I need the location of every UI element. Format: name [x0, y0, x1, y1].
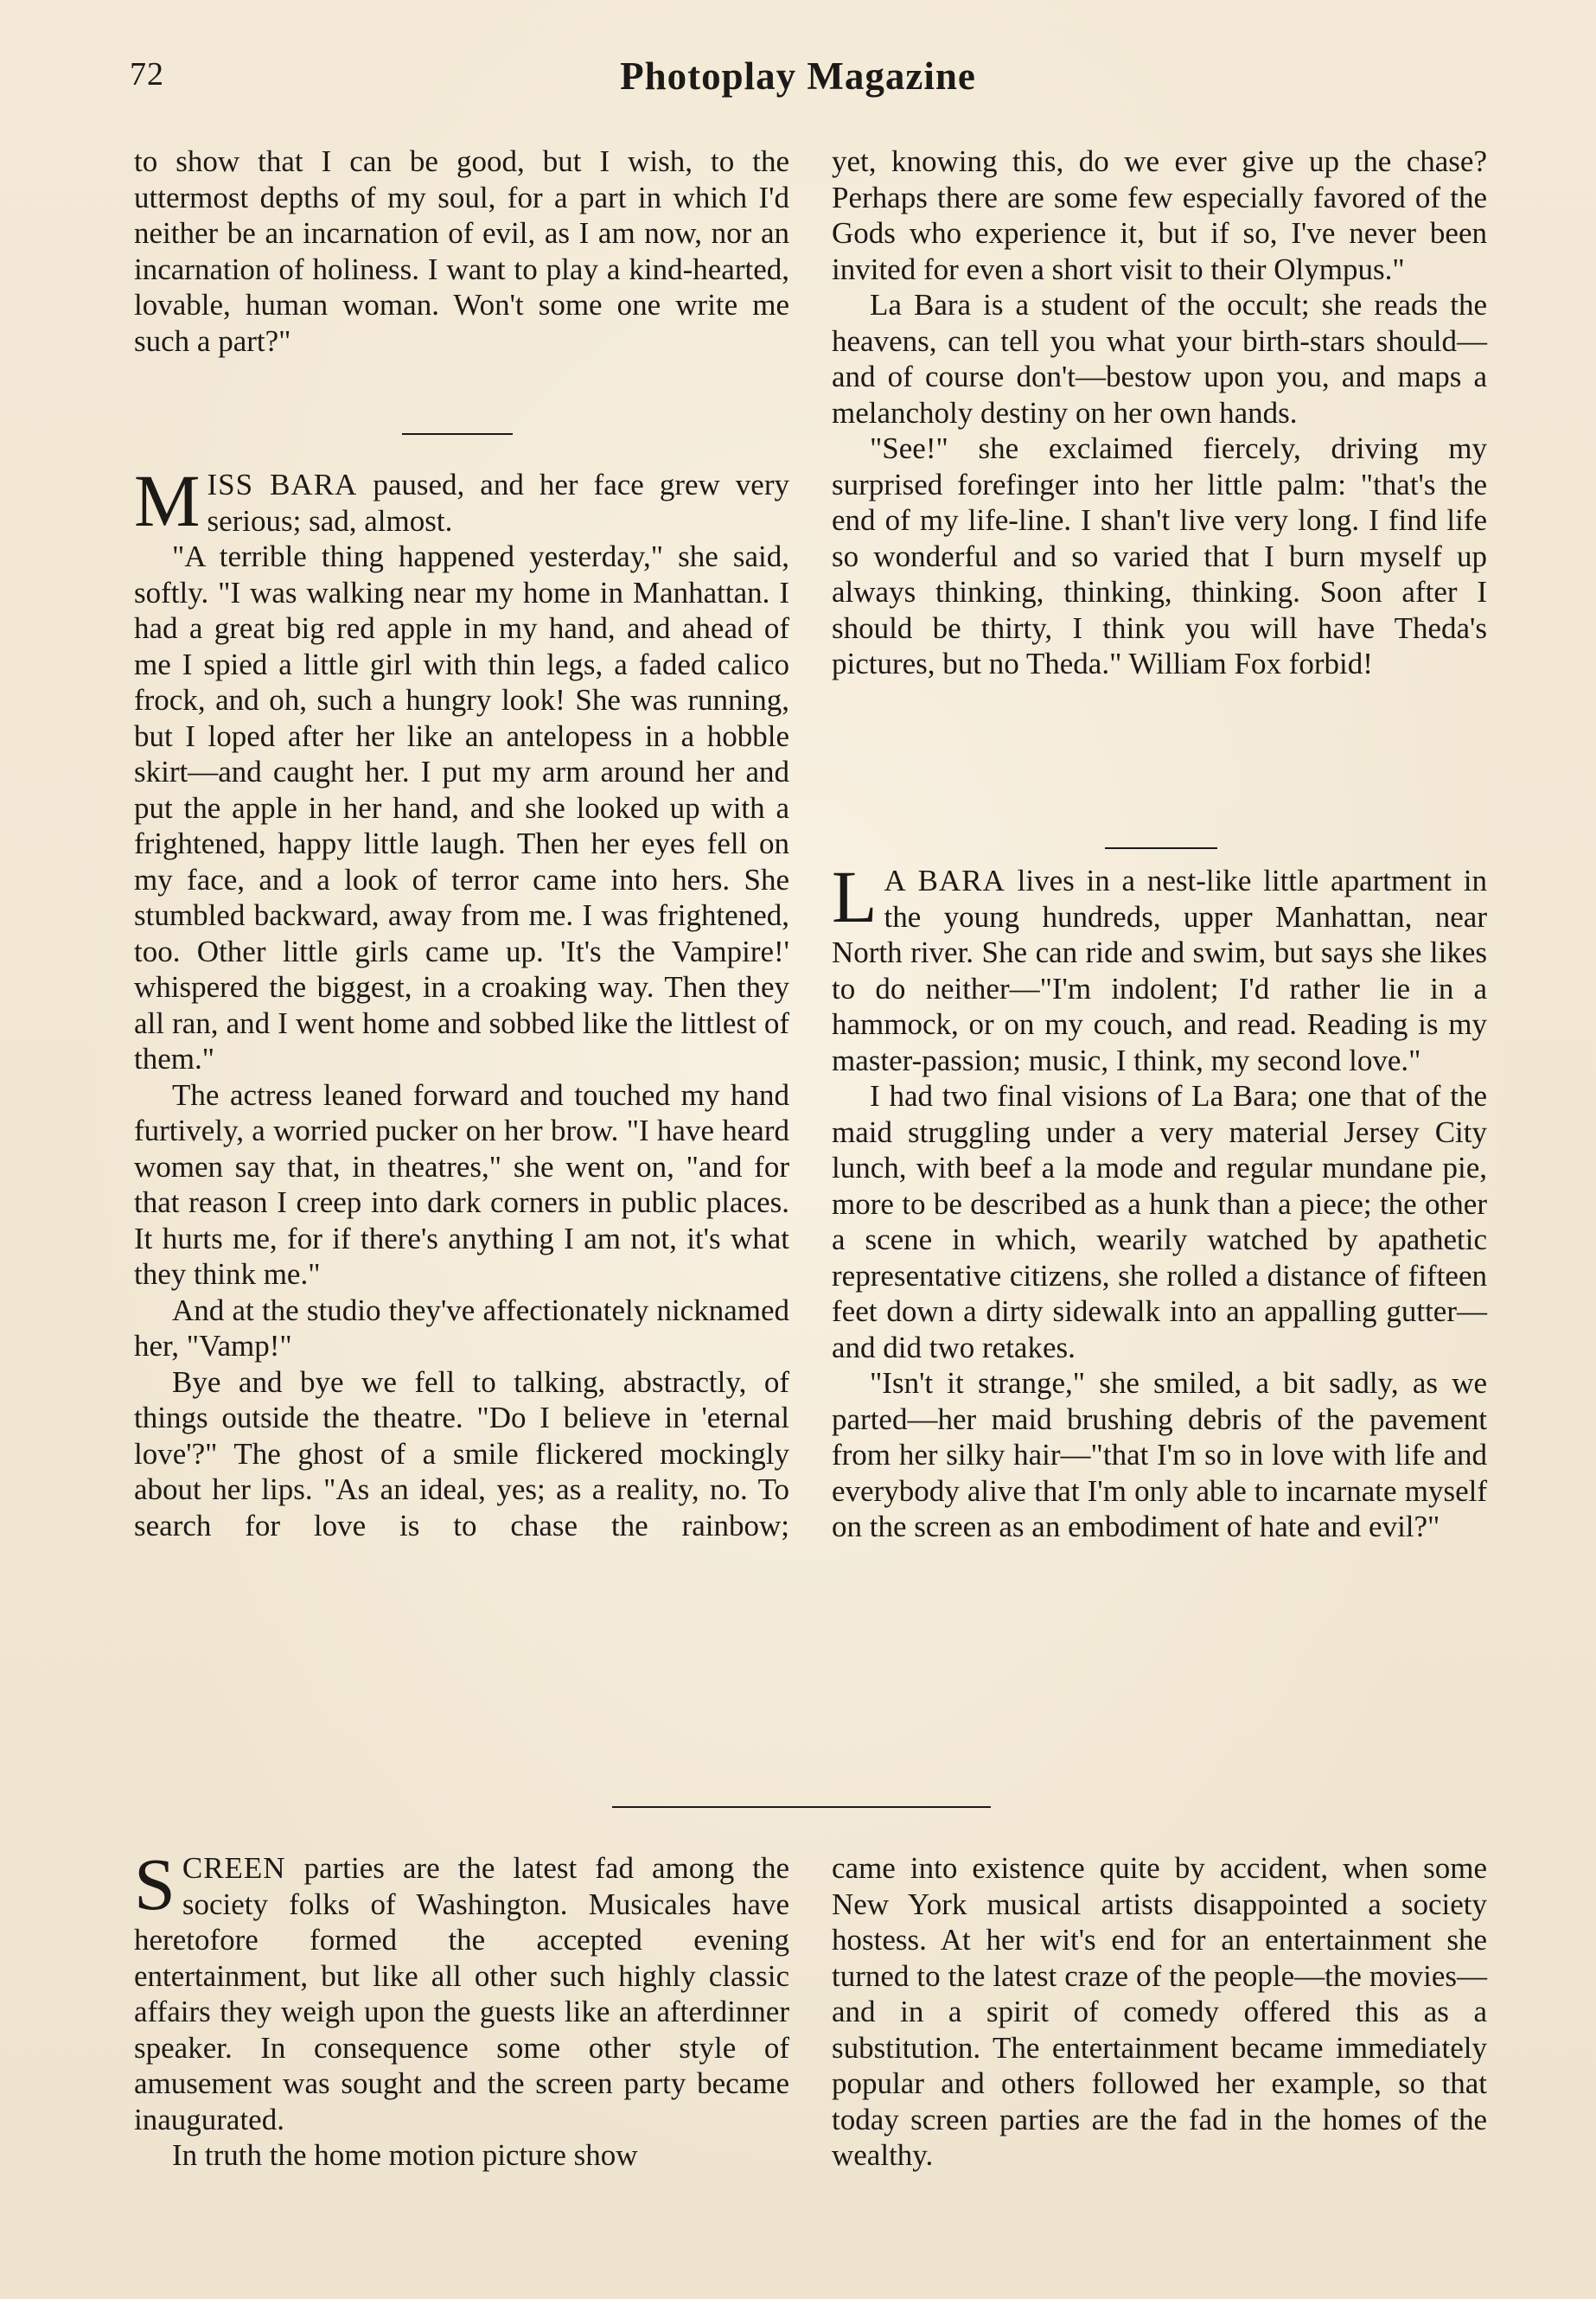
small-caps-lead: A BARA — [884, 864, 1005, 897]
section-divider-right — [1105, 847, 1217, 849]
right-column-body — [832, 855, 1487, 1545]
screen-parties-left-column — [134, 1842, 789, 2174]
paragraph: yet, knowing this, do we ever give up the chase? Perhaps there are some few especially favored of the Gods who experience it, but if so, I've never been invited for even a short visit to their Olympus." — [832, 144, 1487, 286]
paragraph: "Isn't it strange," she smiled, a bit sadly, as we parted—her maid brushing debris of the pavement from her silky hair—"that I'm so in love with life and everybody alive that I'm only able to incarnate myself on the screen as an embodiment of hate and evil?" — [832, 1366, 1487, 1543]
right-column-top — [832, 144, 1487, 682]
paragraph: I had two final visions of La Bara; one that of the maid struggling under a very material Jersey City lunch, with beef a la mode and regular mundane pie, more to be described as a hunk than a piece; the other a scene in which, wearily watched by apathetic representative citizens, she rolled a distance of fifteen feet down a dirty sidewalk into an appalling gutter—and did two retakes. — [832, 1079, 1487, 1364]
dropcap-paragraph — [134, 459, 789, 542]
running-head-title: Photoplay Magazine — [620, 54, 976, 98]
dropcap-paragraph — [832, 855, 1487, 1078]
dropcap-paragraph — [134, 1842, 789, 2137]
paragraph: And at the studio they've affectionately nicknamed her, "Vamp!" — [134, 1293, 789, 1363]
left-column-body — [134, 459, 789, 1543]
page-number: 72 — [130, 56, 164, 93]
paragraph: The actress leaned forward and touched my hand furtively, a worried pucker on her brow. "I have heard women say that, in theatres," she went on, "and for that reason I creep into dark corners in public places. It hurts me, for if there's anything I am not, it's what they think me." — [134, 1077, 789, 1291]
small-caps-lead: ISS BARA — [207, 468, 358, 501]
screen-parties-right-column — [832, 1850, 1487, 2174]
left-column-top — [134, 144, 789, 359]
paragraph: "See!" she exclaimed fiercely, driving my surprised forefinger into her little palm: "that's the end of my life-line. I shan't live very long. I find life so wonderful and so varied that I burn myself up always thinking, thinking, thinking. Soon after I should be thirty, I think you will have Theda's pictures, but no Theda." William Fox forbid! — [832, 431, 1487, 680]
paragraph: Bye and bye we fell to talking, abstractly, of things outside the theatre. "Do I believe in 'eternal love'?" The ghost of a smile flickered mockingly about her lips. "As an ideal, yes; as a reality, no. To search for love is to chase the rainbow; — [134, 1364, 789, 1542]
paragraph: In truth the home motion picture show — [172, 2138, 638, 2172]
paragraph: "A terrible thing happened yesterday," she said, softly. "I was walking near my home in Manhattan. I had a great big red apple in my hand, and ahead of me I spied a little girl with thin legs, a faded calico frock, and oh, such a hungry look! She was running, but I loped after her like an antelopess in a hobble skirt—and caught her. I put my arm around her and put the apple in her hand, and she looked up with a frightened, happy little laugh. Then her eyes fell on my face, and a look of terror came into hers. She stumbled backward, away from me. I was frightened, too. Other little girls came up. 'It's the Vampire!' whispered the biggest, in a croaking way. Then they all ran, and I went home and sobbed like the littlest of them." — [134, 540, 789, 1076]
section-divider-left — [402, 433, 513, 435]
paragraph: came into existence quite by accident, when some New York musical artists disappointed a society hostess. At her wit's end for an entertainment she turned to the latest craze of the people—the movies—and in a spirit of comedy offered this as a substitution. The entertainment became immediately popular and others followed her example, so that today screen parties are the fad in the homes of the wealthy. — [832, 1851, 1487, 2172]
article-separator-rule — [612, 1806, 991, 1808]
drop-cap: S — [134, 1842, 176, 1925]
paragraph-text: paused, and her face grew very serious; sad, almost. — [207, 468, 789, 538]
drop-cap: M — [134, 459, 201, 542]
drop-cap: L — [832, 855, 878, 938]
paragraph: to show that I can be good, but I wish, to the uttermost depths of my soul, for a part in which I'd neither be an incarnation of evil, as I am now, nor an incarnation of holiness. I want to play a kind-hearted, lovable, human woman. Won't some one write me such a part?" — [134, 144, 789, 358]
paragraph-text: parties are the latest fad among the society folks of Washington. Musicales have heretofore formed the accepted evening entertainment, but like all other such highly classic affairs they weigh upon the guests like an afterdinner speaker. In consequence some other style of amusement was sought and the screen party became inaugurated. — [134, 1851, 789, 2136]
paragraph-text: lives in a nest-like little apartment in the young hundreds, upper Manhattan, near North river. She can ride and swim, but says she likes to do neither—"I'm indolent; I'd rather lie in a hammock, or on my couch, and read. Reading is my master-passion; music, I think, my second love." — [832, 864, 1487, 1077]
small-caps-lead: CREEN — [182, 1851, 286, 1885]
paragraph: La Bara is a student of the occult; she reads the heavens, can tell you what your birth-stars should—and of course don't—bestow upon you, and maps a melancholy destiny on her own hands. — [832, 288, 1487, 430]
